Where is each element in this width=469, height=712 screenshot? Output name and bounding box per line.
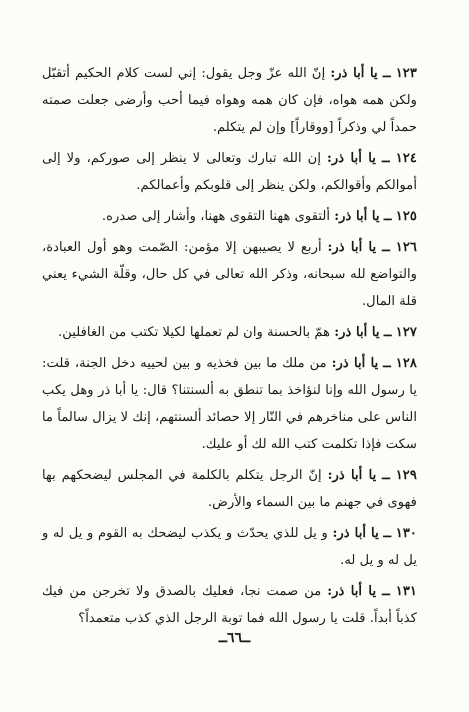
paragraph-127 bbox=[42, 319, 417, 346]
paragraph-text: إنّ الله عزّ وجل يقول: إني لست كلام الحكيم أتقبّل ولكن همه هواه، فإن كان همه وهواه فيما أحب وأرضى جعلت صمته حمداً لي وذكراً [ووقاراً] وإن لم يتكلم. bbox=[42, 66, 417, 135]
paragraph-text: من صمت نجا، فعليك بالصدق ولا تخرجن من فيك كذباً أبداً. قلت يا رسول الله فما توبة الرجل الذي كذب متعمداً؟ bbox=[42, 584, 417, 626]
paragraph-126 bbox=[42, 234, 417, 315]
paragraph-128 bbox=[42, 350, 417, 458]
paragraph-131 bbox=[42, 578, 417, 632]
paragraph-dash: ــ bbox=[383, 325, 392, 340]
paragraph-dash: ــ bbox=[382, 240, 390, 255]
paragraph-text: إن الله تبارك وتعالى لا ينظر إلى صوركم، ولا إلى أموالكم وأقوالكم، ولكن ينظر إلى قلوبكم وأعمالكم. bbox=[42, 151, 417, 193]
paragraph-number: ١٢٣ bbox=[395, 66, 417, 81]
paragraph-lead: يا أبا ذر: bbox=[327, 468, 377, 483]
paragraph-dash: ــ bbox=[383, 209, 392, 224]
paragraph-number: ١٣٠ bbox=[395, 526, 417, 541]
paragraph-number: ١٢٦ bbox=[395, 240, 417, 255]
paragraph-number: ١٢٧ bbox=[395, 325, 417, 340]
paragraph-number: ١٢٩ bbox=[395, 468, 417, 483]
paragraph-dash: ــ bbox=[382, 584, 390, 599]
paragraph-text: من ملك ما بين فخذيه و بين لحييه دخل الجنة، قلت: يا رسول الله وإنا لنؤاخذ بما تنطق به ألسنتنا؟ قال: يا أبا ذر وهل يكب الناس على مناخرهم في النّار إلا حصائد ألسنتهم، إنك لا يزال سالماً ما سكت فإذا تكلمت كتب الله لك أو عليك. bbox=[42, 356, 417, 452]
paragraph-number: ١٣١ bbox=[395, 584, 418, 599]
paragraph-dash: ــ bbox=[382, 151, 390, 166]
paragraph-number: ١٢٥ bbox=[395, 209, 417, 224]
paragraph-text: إنّ الرجل يتكلم بالكلمة في المجلس ليضحكهم بها فهوى في جهنم ما بين السماء والأرض. bbox=[42, 468, 417, 510]
page-number: ــ٦٦ــ bbox=[218, 630, 251, 646]
paragraph-lead: يا أبا ذر: bbox=[330, 66, 378, 81]
paragraph-lead: يا أبا ذر: bbox=[327, 240, 377, 255]
paragraph-number: ١٢٤ bbox=[395, 151, 417, 166]
paragraph-lead: يا أبا ذر: bbox=[331, 356, 379, 371]
paragraph-lead: يا أبا ذر: bbox=[327, 151, 376, 166]
paragraph-lead: يا أبا ذر: bbox=[327, 584, 377, 599]
paragraph-lead: يا أبا ذر: bbox=[334, 209, 380, 224]
paragraph-text: و يل للذي يحدّث و يكذب ليضحك به القوم و يل له و يل له و يل له. bbox=[42, 526, 417, 568]
paragraph-124 bbox=[42, 145, 417, 199]
paragraph-125 bbox=[42, 203, 417, 230]
paragraph-dash: ــ bbox=[382, 66, 391, 81]
paragraph-number: ١٢٨ bbox=[395, 356, 417, 371]
paragraph-129 bbox=[42, 462, 417, 516]
paragraph-dash: ــ bbox=[382, 468, 390, 483]
paragraph-text: أربع لا يصيبهن إلا مؤمن: الصّمت وهو أول العبادة، والتواضع لله سبحانه، وذكر الله تعالى في كل حال، وقلّة الشيء يعني قلة المال. bbox=[42, 240, 417, 309]
paragraph-lead: يا أبا ذر: bbox=[334, 325, 380, 340]
paragraph-text: همّ بالحسنة وان لم تعملها لكيلا تكتب من الغافلين. bbox=[58, 325, 331, 340]
paragraph-dash: ــ bbox=[383, 356, 391, 371]
paragraph-130 bbox=[42, 520, 417, 574]
paragraph-123 bbox=[42, 60, 417, 141]
paragraph-dash: ــ bbox=[383, 526, 392, 541]
paragraph-lead: يا أبا ذر: bbox=[332, 526, 379, 541]
paragraph-text: ألتقوى ههنا التقوى ههنا، وأشار إلى صدره. bbox=[101, 209, 331, 224]
